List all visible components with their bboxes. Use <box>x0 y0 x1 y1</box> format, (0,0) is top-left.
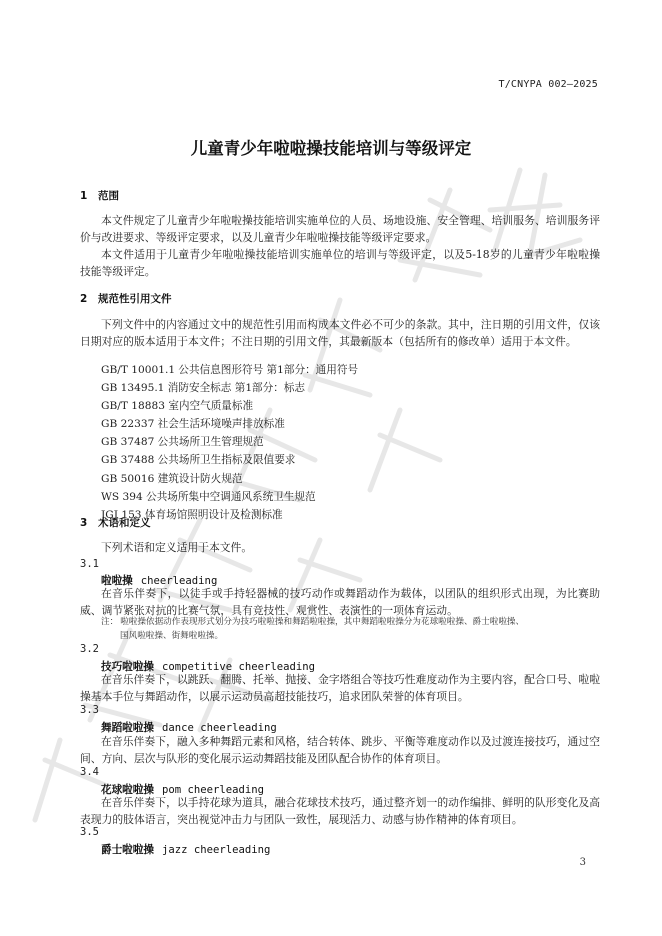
reference-item: GB 13495.1 消防安全标志 第1部分：标志 <box>101 382 306 395</box>
term-note <box>101 615 599 643</box>
term-name-zh: 技巧啦啦操 <box>101 661 154 673</box>
reference-item: GB 22337 社会生活环境噪声排放标准 <box>101 418 285 431</box>
section-1-title: 范围 <box>98 190 119 202</box>
reference-item: GB 37487 公共场所卫生管理规范 <box>101 436 264 449</box>
section-2-number: 2 <box>80 293 88 305</box>
reference-item: GB 50016 建筑设计防火规范 <box>101 472 243 485</box>
term-name-zh: 花球啦啦操 <box>101 784 154 796</box>
term-number: 3.2 <box>80 643 99 655</box>
section-1-paragraph-2: 本文件适用于儿童青少年啦啦操技能培训实施单位的培训与等级评定，以及5-18岁的儿童青少年啦啦操技能等级评定。 <box>80 248 600 278</box>
section-3-intro: 下列术语和定义适用于本文件。 <box>101 541 253 554</box>
term-name-zh: 爵士啦啦操 <box>101 844 154 856</box>
page-number: 3 <box>579 857 586 868</box>
section-1-number: 1 <box>80 190 88 202</box>
reference-item: JGJ 153 体育场馆照明设计及检测标准 <box>101 508 283 521</box>
section-1-heading <box>80 188 119 203</box>
term-definition: 在音乐伴奏下，以徒手或手持轻器械的技巧动作或舞蹈动作为载体，以团队的组织形式出现，为比赛助威、调节紧张对抗的比赛气氛，具有竞技性、观赏性、表演性的一项体育运动。 <box>80 587 600 617</box>
section-3-title: 术语和定义 <box>98 517 151 529</box>
note-text: 啦啦操依据动作表现形式划分为技巧啦啦操和舞蹈啦啦操，其中舞蹈啦啦操分为花球啦啦操、爵士啦啦操、 <box>120 617 525 627</box>
reference-item: GB/T 10001.1 公共信息图形符号 第1部分：通用符号 <box>101 364 359 376</box>
term-number: 3.1 <box>80 558 99 570</box>
term-number: 3.3 <box>80 704 99 716</box>
page-title: 儿童青少年啦啦操技能培训与等级评定 <box>190 139 472 158</box>
term-number: 3.4 <box>80 766 99 778</box>
term-name-en: dance cheerleading <box>161 722 277 734</box>
term-name-en: cheerleading <box>140 575 218 587</box>
reference-list <box>101 361 358 524</box>
section-3-number: 3 <box>80 517 88 529</box>
section-3-heading <box>80 515 151 530</box>
reference-item: GB 37488 公共场所卫生指标及限值要求 <box>101 454 296 467</box>
term-name-en: pom cheerleading <box>161 784 265 796</box>
note-label: 注： <box>101 617 119 627</box>
term-name-en: competitive cheerleading <box>161 661 316 673</box>
note-text-continued: 国风啦啦操、街舞啦啦操。 <box>120 631 224 641</box>
document-id: T/CNYPA 002—2025 <box>498 79 598 90</box>
reference-item: WS 394 公共场所集中空调通风系统卫生规范 <box>101 490 316 503</box>
term-name-zh: 啦啦操 <box>101 575 133 587</box>
section-2-heading <box>80 291 172 306</box>
term-definition: 在音乐伴奏下，融入多种舞蹈元素和风格，结合转体、跳步、平衡等难度动作以及过渡连接技巧，通过空间、方向、层次与队形的变化展示运动舞蹈技能及团队配合协作的体育项目。 <box>80 735 600 765</box>
term-number: 3.5 <box>80 826 99 838</box>
reference-item: GB/T 18883 室内空气质量标准 <box>101 400 254 413</box>
term-heading <box>101 842 270 857</box>
term-heading <box>101 720 277 735</box>
section-2-title: 规范性引用文件 <box>98 293 172 305</box>
term-name-zh: 舞蹈啦啦操 <box>101 722 154 734</box>
term-definition: 在音乐伴奏下，以跳跃、翻腾、托举、抛接、金字塔组合等技巧性难度动作为主要内容，配合口号、啦啦操基本手位与舞蹈动作，以展示运动员高超技能技巧，追求团队荣誉的体育项目。 <box>80 673 600 703</box>
term-name-en: jazz cheerleading <box>161 844 271 856</box>
term-definition: 在音乐伴奏下，以手持花球为道具，融合花球技术技巧，通过整齐划一的动作编排、鲜明的队形变化及高表现力的肢体语言，突出视觉冲击力与团队一致性，展现活力、动感与协作精神的体育项目。 <box>80 796 600 826</box>
section-2-paragraph-1: 下列文件中的内容通过文中的规范性引用而构成本文件必不可少的条款。其中，注日期的引用文件，仅该日期对应的版本适用于本文件；不注日期的引用文件，其最新版本（包括所有的修改单）适用于本文件。 <box>80 318 600 348</box>
section-1-paragraph-1: 本文件规定了儿童青少年啦啦操技能培训实施单位的人员、场地设施、安全管理、培训服务、培训服务评价与改进要求、等级评定要求，以及儿童青少年啦啦操技能等级评定要求。 <box>80 214 600 244</box>
